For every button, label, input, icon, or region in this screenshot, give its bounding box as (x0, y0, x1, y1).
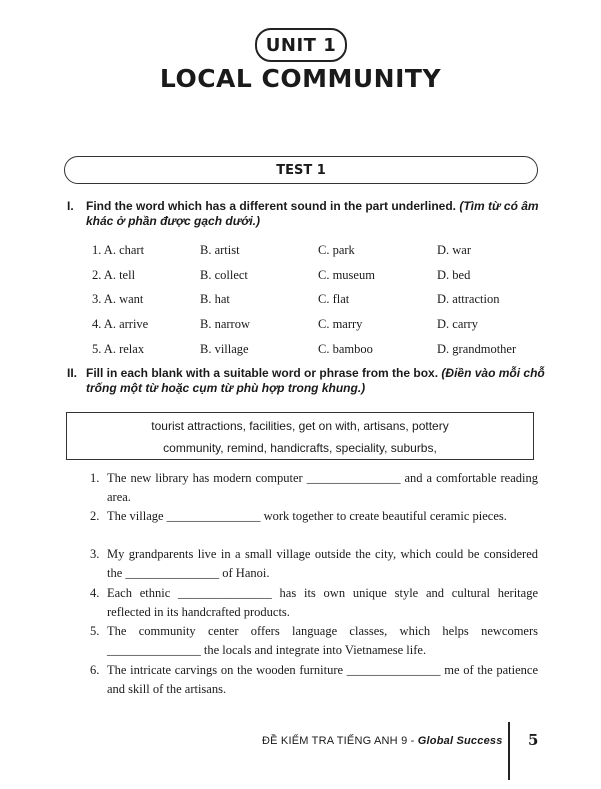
section-1-text-vi: (Tìm từ có âm khác ở phần được gạch dưới.) (86, 199, 539, 228)
option-a: 2. A. tell (92, 268, 136, 282)
test-label: TEST 1 (276, 162, 326, 178)
book-title: ĐỀ KIỂM TRA TIẾNG ANH 9 - (262, 735, 415, 747)
fill-question (90, 584, 538, 622)
option-b: B. hat (200, 292, 230, 306)
fill-question (90, 545, 538, 583)
option-a: 3. A. want (92, 292, 144, 306)
series-name: Global Success (417, 735, 503, 747)
footer-divider (508, 722, 510, 780)
option-b: B. village (200, 342, 249, 356)
option-c: C. park (318, 243, 355, 257)
question-text: My grandparents live in a small village outside the city, which could be considered the _______________ of Hanoi. (107, 547, 538, 580)
option-b: B. narrow (200, 317, 250, 331)
question-number: 3. (90, 547, 100, 561)
section-1-number: I. (67, 199, 74, 213)
book-title-footer (262, 735, 503, 747)
option-a: 4. A. arrive (92, 317, 149, 331)
question-text: The village _______________ work together to create beautiful ceramic pieces. (107, 509, 507, 523)
fill-question (90, 469, 538, 507)
option-d: D. war (437, 243, 472, 257)
option-a: 1. A. chart (92, 243, 145, 257)
option-a: 5. A. relax (92, 342, 145, 356)
option-b: B. collect (200, 268, 248, 282)
option-c: C. marry (318, 317, 363, 331)
question-number: 2. (90, 509, 100, 523)
option-c: C. flat (318, 292, 350, 306)
fill-question (90, 507, 538, 526)
question-number: 6. (90, 663, 100, 677)
section-2-text: Fill in each blank with a suitable word or phrase from the box. (86, 366, 439, 380)
section-2-instruction (67, 366, 547, 396)
word-box-line: tourist attractions, facilities, get on with, artisans, pottery (151, 419, 449, 433)
question-text: Each ethnic _______________ has its own unique style and cultural heritage reflected in its handcrafted products. (107, 586, 538, 619)
fill-question (90, 622, 538, 660)
word-box (66, 412, 534, 460)
question-number: 5. (90, 624, 100, 638)
page-number: 5 (528, 731, 539, 749)
option-d: D. attraction (437, 292, 500, 306)
section-2-number: II. (67, 366, 78, 380)
question-text: The new library has modern computer _______________ and a comfortable reading area. (107, 471, 538, 504)
unit-label: UNIT 1 (255, 28, 347, 62)
option-b: B. artist (200, 243, 240, 257)
option-c: C. museum (318, 268, 375, 282)
question-text: The community center offers language classes, which helps newcomers _______________ the locals and integrate into Vietnamese life. (107, 624, 538, 657)
fill-question (90, 661, 538, 699)
option-d: D. grandmother (437, 342, 517, 356)
unit-title: LOCAL COMMUNITY (159, 64, 442, 93)
word-box-line: community, remind, handicrafts, speciality, suburbs, (163, 441, 437, 455)
question-number: 4. (90, 586, 100, 600)
option-c: C. bamboo (318, 342, 373, 356)
section-1-text: Find the word which has a different sound in the part underlined. (86, 199, 457, 213)
option-d: D. bed (437, 268, 471, 282)
question-text: The intricate carvings on the wooden furniture _______________ me of the patience and skill of the artisans. (107, 663, 538, 696)
section-2-text-vi: (Điền vào mỗi chỗ trống một từ hoặc cụm từ phù hợp trong khung.) (86, 366, 545, 395)
section-1-instruction (67, 199, 547, 229)
test-heading (64, 156, 538, 184)
question-number: 1. (90, 471, 100, 485)
option-d: D. carry (437, 317, 478, 331)
